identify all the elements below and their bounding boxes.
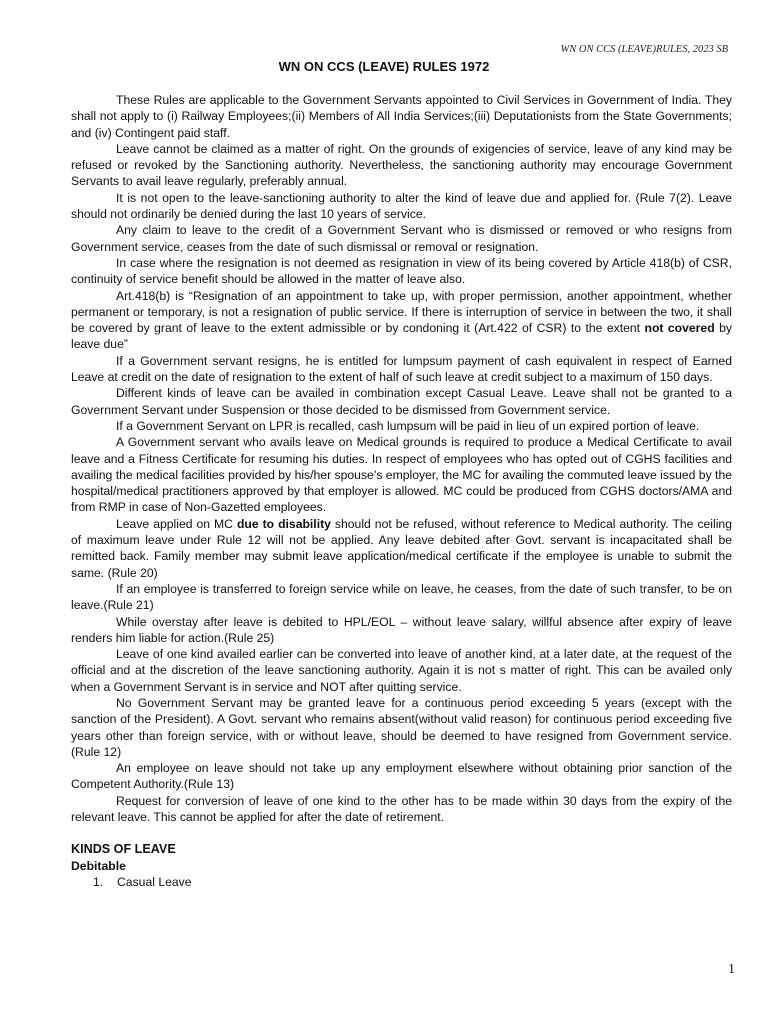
paragraph-medical-certificate: A Government servant who avails leave on Medical grounds is required to produce a Medical Certificate to avail leave and a Fitness Certificate for resuming his duties. In respect of employees who has opted out of CGHS facilities and availing the medical facilities provided by his/her spouse’s employer, the MC for availing the commuted leave issued by the hospital/medical practitioners approved by that employer is allowed. MC could be produced from CGHS doctors/AMA and from RMP in case of Non-Gazetted employees.	[71, 435, 732, 515]
running-head: WN ON CCS (LEAVE)RULES, 2023 SB	[560, 44, 728, 55]
paragraph-article-418b-quote: Art.418(b) is “Resignation of an appointment to take up, with proper permission, another appointment, whether permanent or temporary, is not a resignation of public service. If there is interruption of service in between the two, it shall be covered by grant of leave to the extent admissible or by condoning it (Art.422 of CSR) to the extent not covered by leave due”	[71, 288, 732, 352]
paragraph-dismissal-claim: Any claim to leave to the credit of a Government Servant who is dismissed or removed or who resigns from Government service, ceases from the date of such dismissal or removal or resignation.	[71, 223, 732, 254]
paragraph-employment-elsewhere: An employee on leave should not take up any employment elsewhere without obtaining prior sanction of the Competent Authority.(Rule 13)	[71, 761, 732, 792]
leave-kinds-list	[71, 874, 732, 890]
paragraph-foreign-service: If an employee is transferred to foreign service while on leave, he ceases, from the date of such transfer, to be on leave.(Rule 21)	[71, 581, 732, 613]
paragraph-leave-not-right: Leave cannot be claimed as a matter of right. On the grounds of exigencies of service, leave of any kind may be refused or revoked by the Sanctioning authority. Nevertheless, the sanctioning authority may encourage Government Servants to avail leave regularly, preferably annual.	[71, 141, 732, 189]
section-spacer	[71, 825, 732, 841]
paragraph-article-418b-continuity: In case where the resignation is not deemed as resignation in view of its being covered by Article 418(b) of CSR, continuity of service benefit should be allowed in the matter of leave also.	[71, 255, 732, 287]
paragraph-conversion-request: Request for conversion of leave of one kind to the other has to be made within 30 days from the expiry of the relevant leave. This cannot be applied for after the date of retirement.	[71, 793, 732, 825]
kinds-of-leave-heading: KINDS OF LEAVE	[71, 842, 176, 857]
page-number: 1	[728, 962, 735, 977]
paragraph-lpr-recall: If a Government Servant on LPR is recalled, cash lumpsum will be paid in lieu of un expired portion of leave.	[116, 418, 700, 433]
paragraph-overstay: While overstay after leave is debited to HPL/EOL – without leave salary, willful absence after expiry of leave renders him liable for action.(Rule 25)	[71, 614, 732, 645]
paragraph-leave-conversion: Leave of one kind availed earlier can be converted into leave of another kind, at a later date, at the request of the official and at the discretion of the leave sanctioning authority. Again it is not s matter of right. This can be availed only when a Government Servant is in service and NOT after quitting service.	[71, 647, 732, 694]
paragraph-disability-leave: Leave applied on MC due to disability should not be refused, without reference to Medical authority. The ceiling of maximum leave under Rule 12 will not be applied. Any leave debited after Govt. servant is incapacitated shall be remitted back. Family member may submit leave application/medical certificate if the employee is unable to submit the same. (Rule 20)	[71, 516, 732, 580]
debitable-subheading: Debitable	[71, 858, 126, 873]
paragraph-leave-combination: Different kinds of leave can be availed in combination except Casual Leave. Leave shall not be granted to a Government Servant under Suspension or those decided to be dismissed from Government service.	[71, 386, 732, 417]
paragraph-resignation-lumpsum: If a Government servant resigns, he is entitled for lumpsum payment of cash equivalent in respect of Earned Leave at credit on the date of resignation to the extent of half of such leave at credit subject to a maximum of 150 days.	[71, 353, 732, 385]
paragraph-continuous-absence: No Government Servant may be granted leave for a continuous period exceeding 5 years (except with the sanction of the President). A Govt. servant who remains absent(without valid reason) for continuous period exceeding five years other than foreign service, with or without leave, should be deemed to have resigned from Government service. (Rule 12)	[71, 695, 732, 759]
paragraph-rule-7-2: It is not open to the leave-sanctioning authority to alter the kind of leave due and applied for. (Rule 7(2). Leave should not ordinarily be denied during the last 10 years of service.	[71, 190, 732, 222]
list-item-number: 1.	[93, 874, 104, 889]
document-body	[71, 92, 732, 890]
document-title: WN ON CCS (LEAVE) RULES 1972	[278, 59, 490, 74]
paragraph-applicability: These Rules are applicable to the Government Servants appointed to Civil Services in Government of India. They shall not apply to (i) Railway Employees;(ii) Members of All India Services;(iii) Deputationists from the State Governments; and (iv) Contingent paid staff.	[71, 93, 732, 140]
list-item-label: Casual Leave	[117, 874, 192, 889]
list-item	[93, 874, 732, 890]
